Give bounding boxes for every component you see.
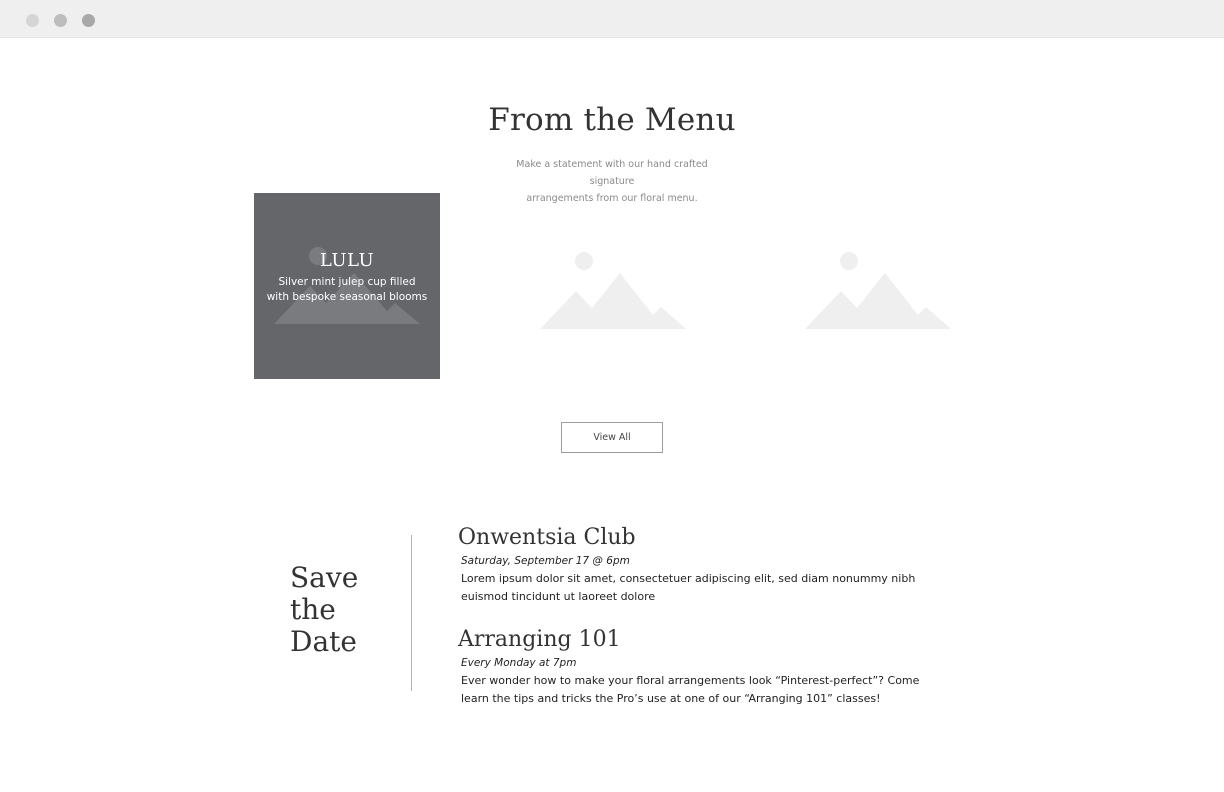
menu-card-3[interactable] <box>784 193 970 379</box>
menu-card-lulu[interactable] <box>254 193 440 379</box>
image-placeholder-icon <box>519 193 705 379</box>
window-close-button[interactable] <box>26 14 39 27</box>
save-the-date-line: the <box>290 593 336 626</box>
event-title: Arranging 101 <box>458 627 621 652</box>
image-placeholder-icon <box>784 193 970 379</box>
event-description: Lorem ipsum dolor sit amet, consectetuer adipiscing elit, sed diam nonummy nibh euismod tincidunt ut laoreet dolore <box>461 572 916 603</box>
save-the-date-heading <box>290 562 358 658</box>
vertical-divider <box>411 535 412 691</box>
menu-card-2[interactable] <box>519 193 705 379</box>
event-datetime: Every Monday at 7pm <box>461 657 577 669</box>
view-all-button[interactable]: View All <box>561 422 663 453</box>
menu-card-overlay <box>254 249 440 305</box>
window-titlebar <box>0 0 1224 38</box>
save-the-date-line: Save <box>290 561 359 594</box>
window-minimize-button[interactable] <box>54 14 67 27</box>
save-the-date-line: Date <box>290 625 357 658</box>
menu-card-description: Silver mint julep cup filled with bespoke seasonal blooms <box>266 276 428 303</box>
event-item <box>458 524 958 606</box>
menu-section-title: From the Menu <box>488 102 736 138</box>
menu-subtitle-line: arrangements from our floral menu. <box>526 193 698 204</box>
event-description: Ever wonder how to make your floral arrangements look “Pinterest-perfect”? Come learn the tips and tricks the Pro’s use at one of our “Arranging 101” classes! <box>461 674 920 705</box>
event-item <box>458 626 958 708</box>
menu-card-name: LULU <box>319 250 375 271</box>
event-datetime: Saturday, September 17 @ 6pm <box>461 555 630 567</box>
menu-subtitle-line: Make a statement with our hand crafted signature <box>516 159 708 187</box>
event-title: Onwentsia Club <box>458 525 636 550</box>
window-zoom-button[interactable] <box>82 14 95 27</box>
